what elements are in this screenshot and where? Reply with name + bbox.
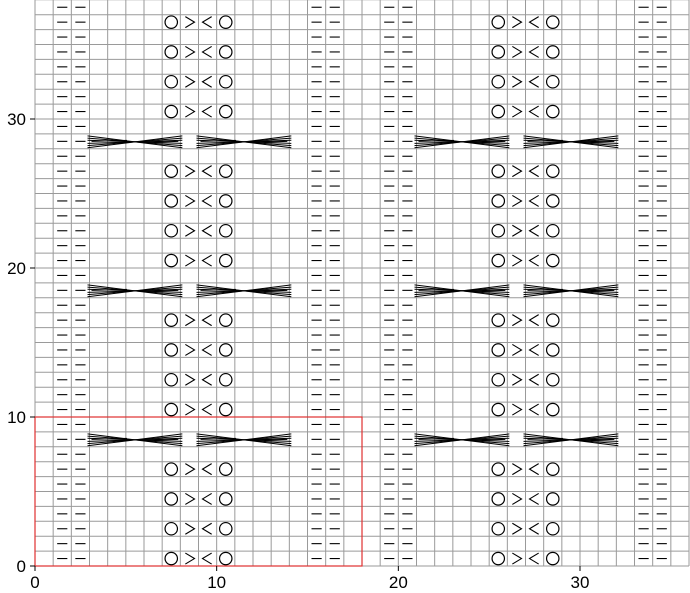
y-tick-label: 30 xyxy=(7,110,26,129)
yarn-over-symbol xyxy=(220,195,232,207)
yarn-over-symbol xyxy=(547,195,559,207)
yarn-over-symbol xyxy=(220,165,232,177)
y-tick-label: 20 xyxy=(7,259,26,278)
yarn-over-symbol xyxy=(492,552,504,564)
yarn-over-symbol xyxy=(165,374,177,386)
k2tog-symbol xyxy=(185,404,194,415)
k2tog-symbol xyxy=(512,464,521,475)
yarn-over-symbol xyxy=(220,105,232,117)
ssk-symbol xyxy=(530,464,539,475)
k2tog-symbol xyxy=(512,17,521,28)
ssk-symbol xyxy=(530,17,539,28)
yarn-over-symbol xyxy=(492,46,504,58)
yarn-over-symbol xyxy=(547,105,559,117)
yarn-over-symbol xyxy=(547,463,559,475)
yarn-over-symbol xyxy=(220,254,232,266)
yarn-over-symbol xyxy=(492,105,504,117)
ssk-symbol xyxy=(530,166,539,177)
ssk-symbol xyxy=(203,553,212,564)
k2tog-symbol xyxy=(512,493,521,504)
yarn-over-symbol xyxy=(165,225,177,237)
yarn-over-symbol xyxy=(547,225,559,237)
yarn-over-symbol xyxy=(220,314,232,326)
ssk-symbol xyxy=(530,493,539,504)
k2tog-symbol xyxy=(512,76,521,87)
k2tog-symbol xyxy=(185,17,194,28)
yarn-over-symbol xyxy=(547,46,559,58)
k2tog-symbol xyxy=(185,464,194,475)
k2tog-symbol xyxy=(512,195,521,206)
ssk-symbol xyxy=(203,344,212,355)
k2tog-symbol xyxy=(512,255,521,266)
k2tog-symbol xyxy=(185,344,194,355)
yarn-over-symbol xyxy=(547,493,559,505)
ssk-symbol xyxy=(530,344,539,355)
k2tog-symbol xyxy=(185,195,194,206)
yarn-over-symbol xyxy=(220,463,232,475)
ssk-symbol xyxy=(203,523,212,534)
k2tog-symbol xyxy=(185,315,194,326)
yarn-over-symbol xyxy=(220,552,232,564)
k2tog-symbol xyxy=(512,225,521,236)
yarn-over-symbol xyxy=(220,46,232,58)
yarn-over-symbol xyxy=(220,403,232,415)
yarn-over-symbol xyxy=(492,195,504,207)
cable-symbol xyxy=(197,434,292,446)
k2tog-symbol xyxy=(512,553,521,564)
x-tick-label: 20 xyxy=(388,573,408,592)
cable-symbol xyxy=(197,285,292,297)
k2tog-symbol xyxy=(512,106,521,117)
yarn-over-symbol xyxy=(165,254,177,266)
yarn-over-symbol xyxy=(492,403,504,415)
yarn-over-symbol xyxy=(547,76,559,88)
k2tog-symbol xyxy=(185,255,194,266)
yarn-over-symbol xyxy=(547,165,559,177)
k2tog-symbol xyxy=(512,315,521,326)
yarn-over-symbol xyxy=(547,254,559,266)
yarn-over-symbol xyxy=(547,16,559,28)
ssk-symbol xyxy=(530,255,539,266)
y-tick-label: 10 xyxy=(7,408,26,427)
k2tog-symbol xyxy=(512,166,521,177)
yarn-over-symbol xyxy=(492,254,504,266)
x-tick-label: 30 xyxy=(570,573,590,592)
cable-symbol xyxy=(88,285,183,297)
yarn-over-symbol xyxy=(492,344,504,356)
yarn-over-symbol xyxy=(165,493,177,505)
cable-symbol xyxy=(415,136,510,148)
ssk-symbol xyxy=(530,225,539,236)
yarn-over-symbol xyxy=(165,195,177,207)
yarn-over-symbol xyxy=(165,314,177,326)
yarn-over-symbol xyxy=(165,403,177,415)
ssk-symbol xyxy=(530,195,539,206)
yarn-over-symbol xyxy=(165,76,177,88)
k2tog-symbol xyxy=(512,344,521,355)
ssk-symbol xyxy=(203,225,212,236)
ssk-symbol xyxy=(530,106,539,117)
ssk-symbol xyxy=(530,553,539,564)
k2tog-symbol xyxy=(512,46,521,57)
ssk-symbol xyxy=(530,315,539,326)
cable-symbol xyxy=(88,434,183,446)
yarn-over-symbol xyxy=(165,16,177,28)
ssk-symbol xyxy=(203,374,212,385)
k2tog-symbol xyxy=(185,493,194,504)
k2tog-symbol xyxy=(512,374,521,385)
yarn-over-symbol xyxy=(165,344,177,356)
yarn-over-symbol xyxy=(220,374,232,386)
axes xyxy=(7,110,589,592)
ssk-symbol xyxy=(203,404,212,415)
yarn-over-symbol xyxy=(547,374,559,386)
yarn-over-symbol xyxy=(220,344,232,356)
yarn-over-symbol xyxy=(165,552,177,564)
yarn-over-symbol xyxy=(220,493,232,505)
ssk-symbol xyxy=(203,166,212,177)
k2tog-symbol xyxy=(185,46,194,57)
ssk-symbol xyxy=(203,493,212,504)
yarn-over-symbol xyxy=(547,314,559,326)
yarn-over-symbol xyxy=(547,552,559,564)
cable-symbol xyxy=(415,285,510,297)
yarn-over-symbol xyxy=(165,105,177,117)
ssk-symbol xyxy=(530,523,539,534)
x-tick-label: 0 xyxy=(30,573,40,592)
k2tog-symbol xyxy=(185,523,194,534)
k2tog-symbol xyxy=(512,523,521,534)
k2tog-symbol xyxy=(512,404,521,415)
yarn-over-symbol xyxy=(492,374,504,386)
ssk-symbol xyxy=(203,46,212,57)
yarn-over-symbol xyxy=(220,523,232,535)
ssk-symbol xyxy=(203,106,212,117)
k2tog-symbol xyxy=(185,166,194,177)
k2tog-symbol xyxy=(185,225,194,236)
ssk-symbol xyxy=(203,195,212,206)
yarn-over-symbol xyxy=(165,46,177,58)
yarn-over-symbol xyxy=(492,225,504,237)
yarn-over-symbol xyxy=(547,403,559,415)
ssk-symbol xyxy=(203,17,212,28)
k2tog-symbol xyxy=(185,76,194,87)
yarn-over-symbol xyxy=(220,225,232,237)
ssk-symbol xyxy=(203,255,212,266)
yarn-over-symbol xyxy=(547,523,559,535)
yarn-over-symbol xyxy=(165,523,177,535)
yarn-over-symbol xyxy=(220,76,232,88)
yarn-over-symbol xyxy=(492,16,504,28)
yarn-over-symbol xyxy=(165,165,177,177)
yarn-over-symbol xyxy=(165,463,177,475)
yarn-over-symbol xyxy=(492,76,504,88)
ssk-symbol xyxy=(530,46,539,57)
yarn-over-symbol xyxy=(220,16,232,28)
k2tog-symbol xyxy=(185,553,194,564)
yarn-over-symbol xyxy=(492,523,504,535)
cable-symbol xyxy=(197,136,292,148)
ssk-symbol xyxy=(530,374,539,385)
yarn-over-symbol xyxy=(492,493,504,505)
cable-symbol xyxy=(524,285,619,297)
y-tick-label: 0 xyxy=(16,557,26,576)
k2tog-symbol xyxy=(185,374,194,385)
cable-symbol xyxy=(524,136,619,148)
yarn-over-symbol xyxy=(492,314,504,326)
k2tog-symbol xyxy=(185,106,194,117)
ssk-symbol xyxy=(203,315,212,326)
ssk-symbol xyxy=(203,464,212,475)
cable-symbol xyxy=(524,434,619,446)
ssk-symbol xyxy=(203,76,212,87)
ssk-symbol xyxy=(530,76,539,87)
yarn-over-symbol xyxy=(492,463,504,475)
ssk-symbol xyxy=(530,404,539,415)
cable-symbol xyxy=(415,434,510,446)
yarn-over-symbol xyxy=(547,344,559,356)
x-tick-label: 10 xyxy=(207,573,227,592)
yarn-over-symbol xyxy=(492,165,504,177)
cable-symbol xyxy=(88,136,183,148)
